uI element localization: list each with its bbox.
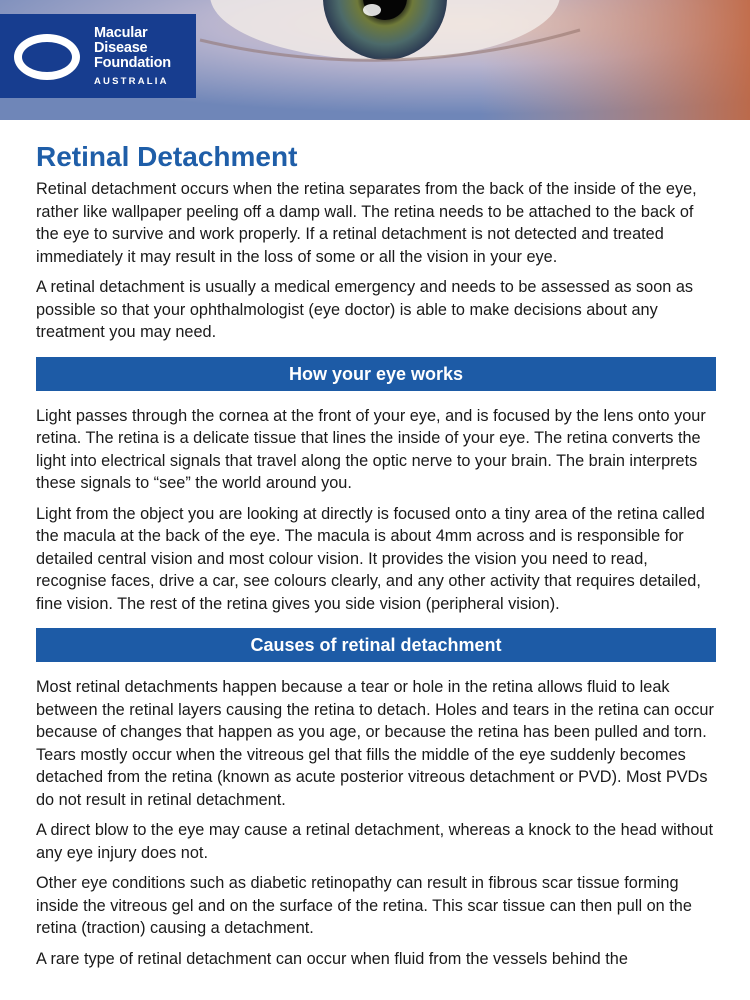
section-heading-how-eye-works: How your eye works	[36, 357, 716, 391]
document-body	[36, 140, 716, 978]
section-paragraph: Light from the object you are looking at directly is focused onto a tiny area of the retina called the macula at the back of the eye. The macula is about 4mm across and is responsible for detailed central vision and most colour vision. It provides the vision you need to read, recognise faces, drive a car, see colours clearly, and any other activity that requires detailed, fine vision. The rest of the retina gives you side vision (peripheral vision).	[36, 504, 705, 613]
section-paragraph: A direct blow to the eye may cause a retinal detachment, whereas a knock to the head without any eye injury does not.	[36, 821, 713, 862]
section-heading-causes: Causes of retinal detachment	[36, 628, 716, 662]
logo	[0, 14, 196, 98]
logo-eye-icon	[14, 34, 80, 80]
logo-line-2: Disease	[94, 40, 148, 56]
section-paragraph: Light passes through the cornea at the front of your eye, and is focused by the lens onto your retina. The retina is a delicate tissue that lines the inside of your eye. The retina converts the light into electrical signals that travel along the optic nerve to your brain. The brain interprets these signals to “see” the world around you.	[36, 406, 706, 492]
logo-line-3: Foundation	[94, 55, 171, 71]
section-paragraph: A rare type of retinal detachment can occur when fluid from the vessels behind the	[36, 949, 628, 968]
logo-country: AUSTRALIA	[94, 76, 169, 87]
section-paragraph: Other eye conditions such as diabetic retinopathy can result in fibrous scar tissue forming inside the vitreous gel and on the surface of the retina. This scar tissue can then pull on the retina (traction) causing a detachment.	[36, 874, 692, 937]
intro-paragraph: A retinal detachment is usually a medical emergency and needs to be assessed as soon as possible so that your ophthalmologist (eye doctor) is able to make decisions about any treatment you may need.	[36, 278, 694, 341]
section-paragraph: Most retinal detachments happen because a tear or hole in the retina allows fluid to leak between the retinal layers causing the retina to detach. Holes and tears in the retina can occur because of changes that happen as you age, or because the retina has been pulled and torn. Tears mostly occur when the vitreous gel that fills the middle of the eye suddenly becomes detached from the retina (known as acute posterior vitreous detachment or PVD). Most PVDs do not result in retinal detachment.	[36, 678, 714, 809]
logo-text	[94, 26, 171, 89]
intro-paragraph: Retinal detachment occurs when the retina separates from the back of the inside of the eye, rather like wallpaper peeling off a damp wall. The retina needs to be attached to the back of the eye to survive and work properly. If a retinal detachment is not detected and treated immediately it may result in the loss of some or all the vision in your eye.	[36, 180, 697, 266]
logo-line-1: Macular	[94, 25, 148, 41]
header-banner	[0, 0, 750, 120]
page-title: Retinal Detachment	[36, 141, 298, 172]
